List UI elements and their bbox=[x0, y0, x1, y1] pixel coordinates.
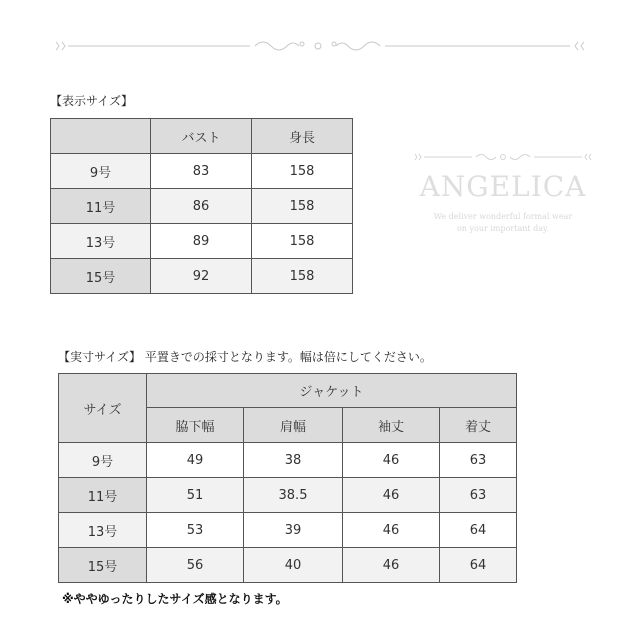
fit-note: ※ややゆったりしたサイズ感となります。 bbox=[62, 592, 288, 606]
table-row bbox=[51, 154, 353, 189]
jacket-header: ジャケット bbox=[147, 374, 517, 408]
value-cell: 46 bbox=[343, 548, 440, 583]
value-cell: 38.5 bbox=[244, 478, 343, 513]
table-header-row bbox=[59, 374, 517, 408]
angelica-logo bbox=[412, 150, 594, 246]
size-cell: 9号 bbox=[51, 154, 151, 189]
value-cell: 64 bbox=[440, 513, 517, 548]
table-row bbox=[59, 443, 517, 478]
logo-tagline: We deliver wonderful formal wear bbox=[433, 212, 573, 221]
value-cell: 63 bbox=[440, 478, 517, 513]
value-cell: 56 bbox=[147, 548, 244, 583]
logo-ornament-icon bbox=[412, 150, 594, 164]
bust-header: バスト bbox=[151, 119, 252, 154]
value-cell: 53 bbox=[147, 513, 244, 548]
logo-name: ANGELICA bbox=[419, 170, 587, 203]
table-row bbox=[59, 513, 517, 548]
table-row bbox=[51, 224, 353, 259]
ornamental-divider bbox=[50, 36, 590, 56]
display-size-label: 【表示サイズ】 bbox=[50, 94, 134, 108]
table-row bbox=[51, 189, 353, 224]
display-size-table bbox=[50, 118, 353, 294]
body-length-header: 着丈 bbox=[440, 408, 517, 443]
size-cell: 13号 bbox=[51, 224, 151, 259]
height-cell: 158 bbox=[252, 154, 353, 189]
bust-cell: 92 bbox=[151, 259, 252, 294]
value-cell: 51 bbox=[147, 478, 244, 513]
actual-size-table bbox=[58, 373, 517, 583]
size-header: サイズ bbox=[59, 374, 147, 443]
value-cell: 64 bbox=[440, 548, 517, 583]
bust-cell: 89 bbox=[151, 224, 252, 259]
sleeve-length-header: 袖丈 bbox=[343, 408, 440, 443]
shoulder-width-header: 肩幅 bbox=[244, 408, 343, 443]
logo-tagline: on your important day. bbox=[456, 224, 550, 233]
value-cell: 46 bbox=[343, 513, 440, 548]
table-row bbox=[59, 478, 517, 513]
height-cell: 158 bbox=[252, 259, 353, 294]
table-row bbox=[51, 259, 353, 294]
size-cell: 9号 bbox=[59, 443, 147, 478]
value-cell: 38 bbox=[244, 443, 343, 478]
size-cell: 11号 bbox=[59, 478, 147, 513]
table-corner-cell bbox=[51, 119, 151, 154]
underarm-width-header: 脇下幅 bbox=[147, 408, 244, 443]
actual-size-label: 【実寸サイズ】 平置きでの採寸となります。幅は倍にしてください。 bbox=[58, 350, 432, 364]
size-cell: 15号 bbox=[59, 548, 147, 583]
bust-cell: 83 bbox=[151, 154, 252, 189]
value-cell: 46 bbox=[343, 478, 440, 513]
size-cell: 11号 bbox=[51, 189, 151, 224]
size-cell: 15号 bbox=[51, 259, 151, 294]
size-cell: 13号 bbox=[59, 513, 147, 548]
height-cell: 158 bbox=[252, 224, 353, 259]
bust-cell: 86 bbox=[151, 189, 252, 224]
value-cell: 49 bbox=[147, 443, 244, 478]
value-cell: 46 bbox=[343, 443, 440, 478]
table-header-row bbox=[51, 119, 353, 154]
value-cell: 63 bbox=[440, 443, 517, 478]
table-row bbox=[59, 548, 517, 583]
height-cell: 158 bbox=[252, 189, 353, 224]
value-cell: 39 bbox=[244, 513, 343, 548]
height-header: 身長 bbox=[252, 119, 353, 154]
value-cell: 40 bbox=[244, 548, 343, 583]
